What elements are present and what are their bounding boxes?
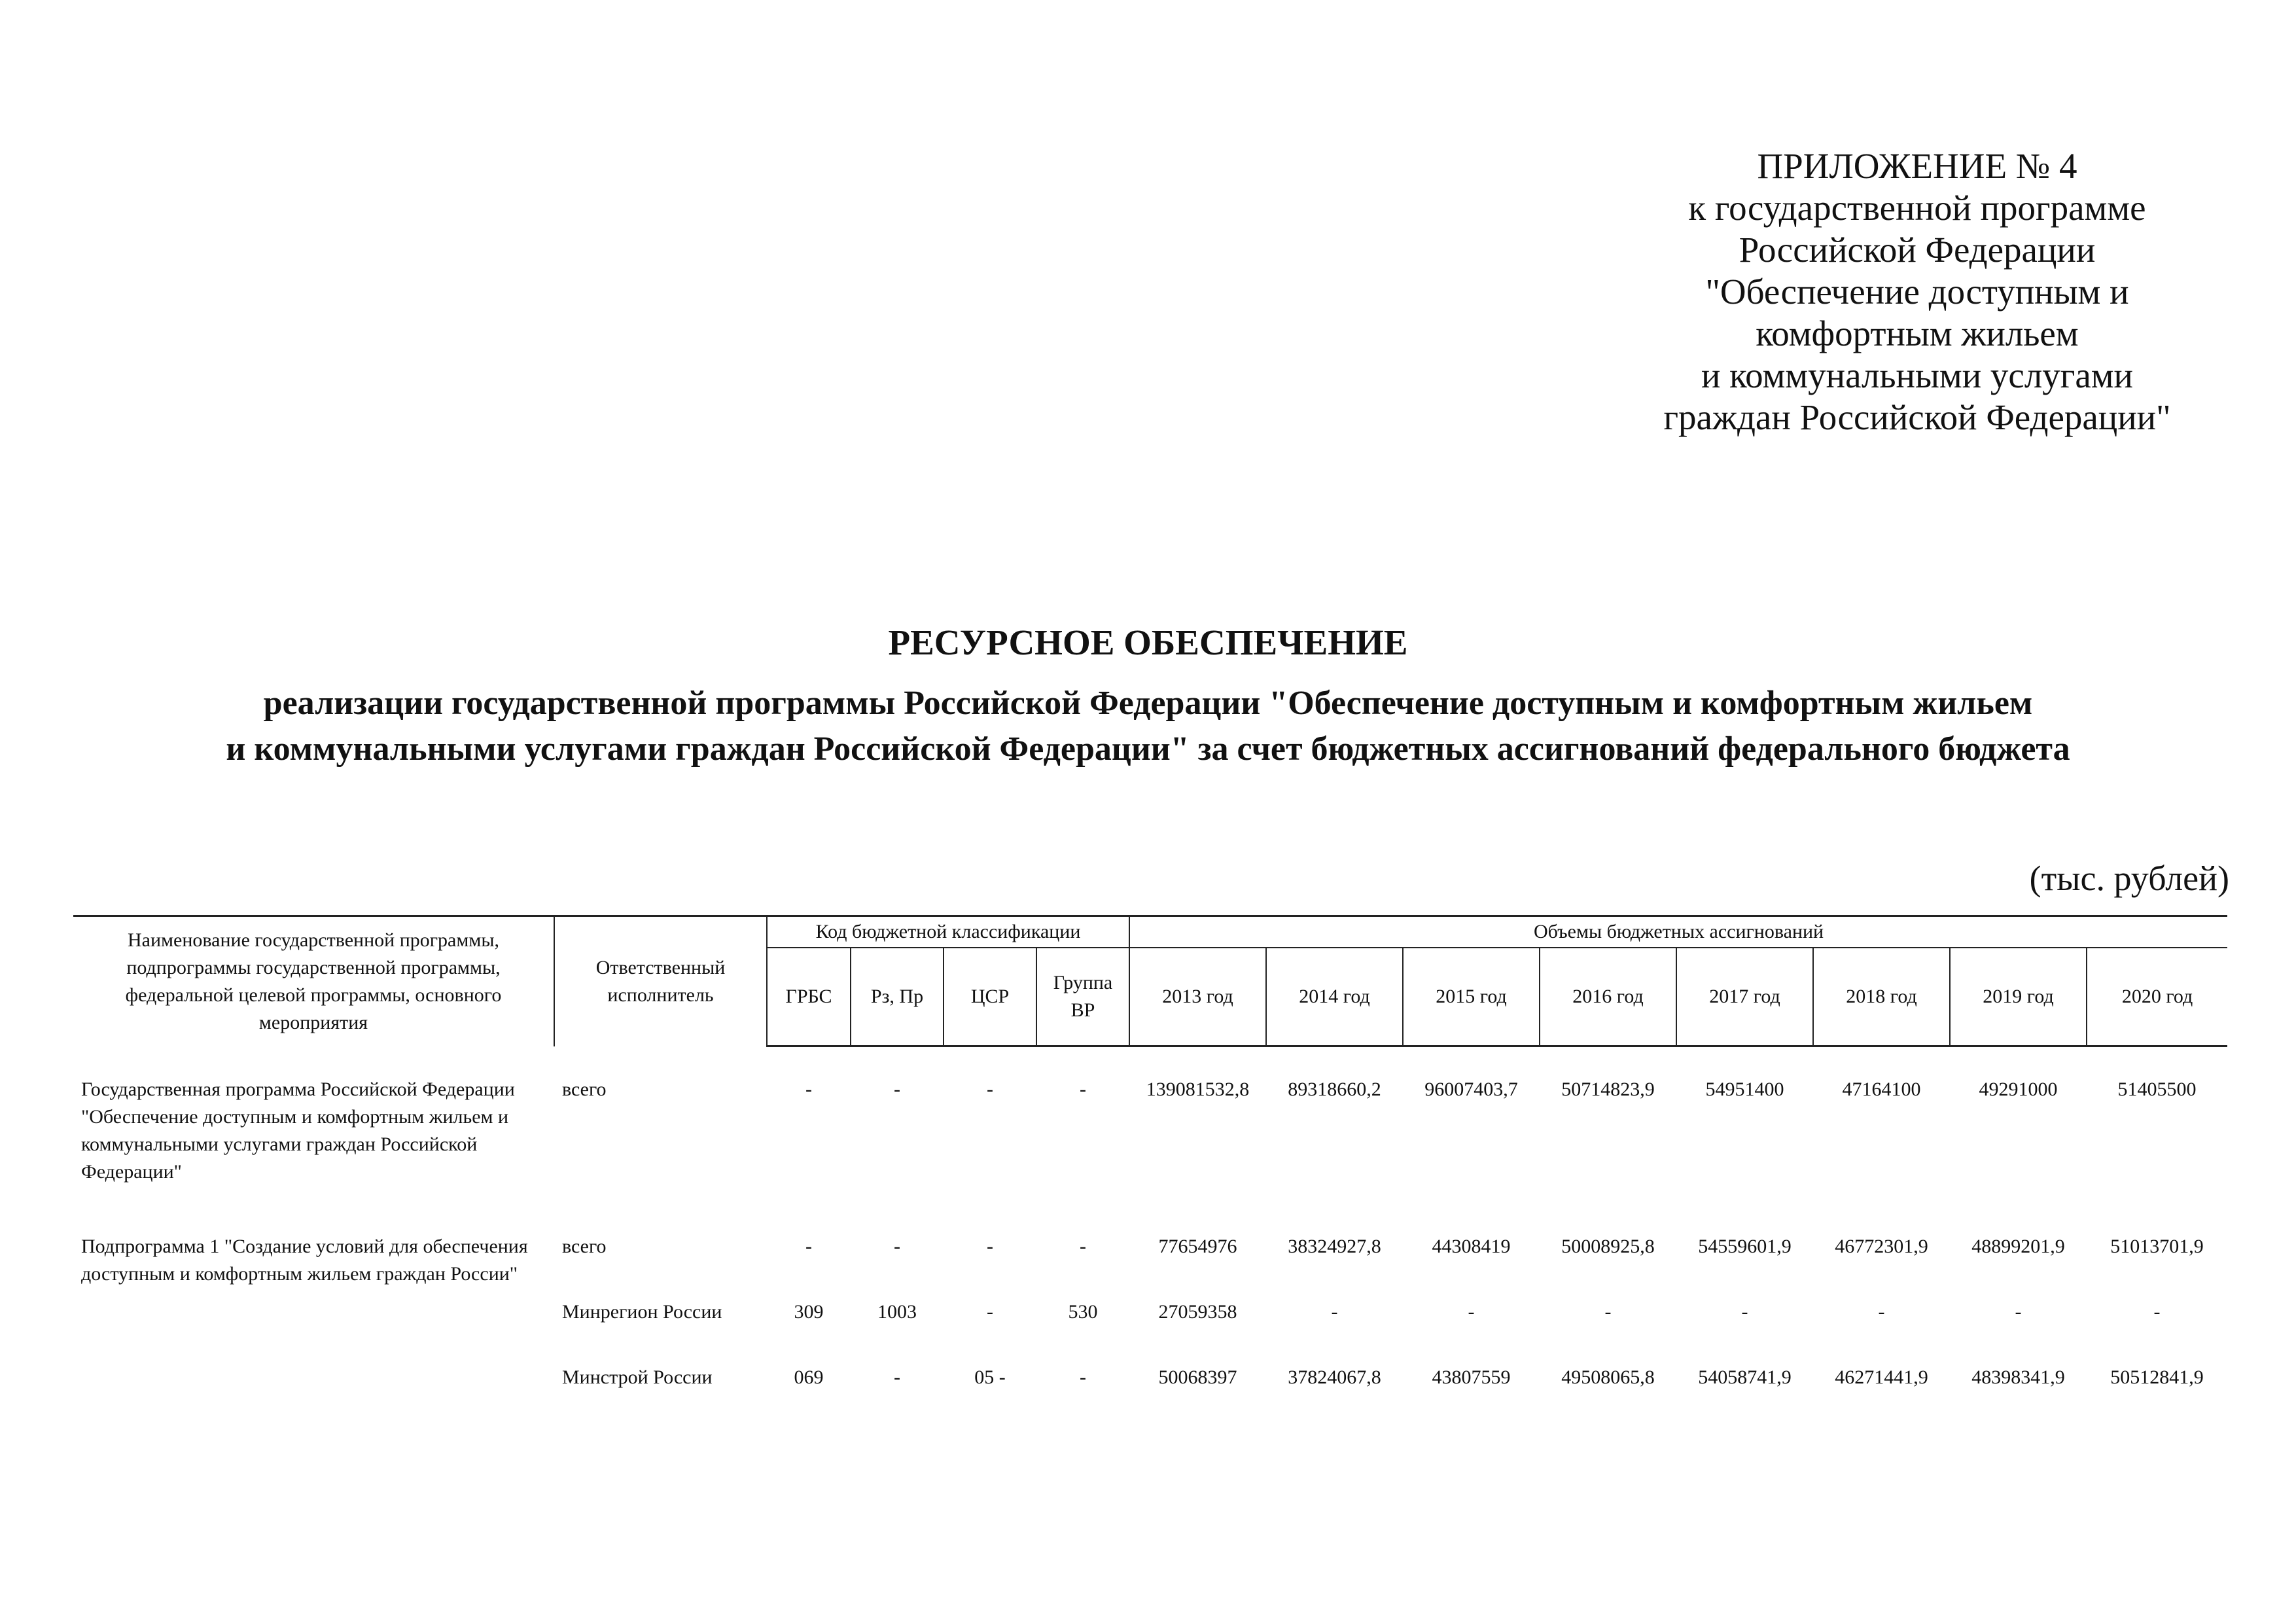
row-value: 44308419 bbox=[1432, 1236, 1511, 1257]
row-value: 48398341,9 bbox=[1971, 1366, 2065, 1388]
annex-block bbox=[1570, 145, 2264, 438]
row-value: - bbox=[1878, 1301, 1885, 1323]
header-year: 2014 год bbox=[1266, 948, 1403, 1046]
row-value: - bbox=[1331, 1301, 1338, 1323]
annex-line: и коммунальными услугами bbox=[1701, 355, 2133, 395]
row-value: 47164100 bbox=[1842, 1079, 1921, 1100]
row-value: 27059358 bbox=[1158, 1301, 1237, 1323]
row-executor: всего bbox=[562, 1079, 607, 1100]
row-value: 50512841,9 bbox=[2110, 1366, 2204, 1388]
row-value: 54058741,9 bbox=[1698, 1366, 1792, 1388]
row-vr: 530 bbox=[1068, 1301, 1098, 1323]
annex-line: к государственной программе bbox=[1688, 188, 2146, 228]
row-executor: всего bbox=[562, 1236, 607, 1257]
subtitle-line-1: реализации государственной программы Российской Федерации "Обеспечение доступным и комфортным жильем bbox=[263, 685, 2033, 722]
row-value: 51405500 bbox=[2117, 1079, 2197, 1100]
header-budget-code: Код бюджетной классификации bbox=[767, 916, 1129, 948]
table-row bbox=[73, 1076, 2227, 1233]
row-name bbox=[73, 1364, 554, 1429]
header-year: 2016 год bbox=[1540, 948, 1676, 1046]
row-value: 96007403,7 bbox=[1424, 1079, 1518, 1100]
row-value: - bbox=[1741, 1301, 1748, 1323]
row-value: 50068397 bbox=[1158, 1366, 1237, 1388]
row-name: Подпрограмма 1 "Создание условий для обеспечения доступным и комфортным жильем граждан России" bbox=[81, 1236, 528, 1285]
row-value: 50714823,9 bbox=[1561, 1079, 1655, 1100]
row-value: 54559601,9 bbox=[1698, 1236, 1792, 1257]
row-value: - bbox=[2153, 1301, 2161, 1323]
row-grbs: 069 bbox=[794, 1366, 824, 1388]
row-value: - bbox=[1468, 1301, 1475, 1323]
header-year: 2018 год bbox=[1813, 948, 1950, 1046]
header-name: Наименование государственной программы, подпрограммы государственной программы, федеральной целевой программы, основного мероприятия bbox=[73, 916, 554, 1046]
row-executor: Минрегион России bbox=[562, 1301, 722, 1323]
header-volumes: Объемы бюджетных ассигнований bbox=[1129, 916, 2227, 948]
resource-table bbox=[73, 915, 2227, 1429]
row-value: 77654976 bbox=[1158, 1236, 1237, 1257]
row-vr: - bbox=[1080, 1236, 1087, 1257]
row-value: 51013701,9 bbox=[2110, 1236, 2204, 1257]
row-value: 49291000 bbox=[1979, 1079, 2058, 1100]
row-value: 49508065,8 bbox=[1561, 1366, 1655, 1388]
table-row bbox=[73, 1364, 2227, 1429]
row-value: 38324927,8 bbox=[1288, 1236, 1381, 1257]
row-name: Государственная программа Российской Федерации "Обеспечение доступным и комфортным жильем и коммунальными услугами граждан Российской Федерации" bbox=[81, 1079, 515, 1183]
spacer-row bbox=[73, 1046, 2227, 1077]
row-vr: - bbox=[1080, 1079, 1087, 1100]
unit-label: (тыс. рублей) bbox=[2029, 859, 2229, 898]
row-value: 43807559 bbox=[1432, 1366, 1511, 1388]
header-csr: ЦСР bbox=[944, 948, 1036, 1046]
annex-line: "Обеспечение доступным и bbox=[1705, 272, 2129, 312]
row-value: 46772301,9 bbox=[1835, 1236, 1928, 1257]
annex-number: ПРИЛОЖЕНИЕ № 4 bbox=[1757, 146, 2077, 186]
row-rzpr: - bbox=[894, 1236, 900, 1257]
row-value: - bbox=[2015, 1301, 2022, 1323]
row-executor: Минстрой России bbox=[562, 1366, 713, 1388]
table-row bbox=[73, 1233, 2227, 1298]
header-year: 2015 год bbox=[1403, 948, 1540, 1046]
row-value: 46271441,9 bbox=[1835, 1366, 1928, 1388]
row-value: 89318660,2 bbox=[1288, 1079, 1381, 1100]
header-year: 2019 год bbox=[1950, 948, 2087, 1046]
row-csr: 05 - bbox=[974, 1366, 1006, 1388]
row-grbs: 309 bbox=[794, 1301, 824, 1323]
header-year: 2013 год bbox=[1129, 948, 1266, 1046]
annex-line: Российской Федерации bbox=[1739, 230, 2096, 270]
header-vr: Группа ВР bbox=[1036, 948, 1129, 1046]
row-grbs: - bbox=[805, 1079, 812, 1100]
row-rzpr: - bbox=[894, 1366, 900, 1388]
row-csr: - bbox=[987, 1079, 993, 1100]
row-value: - bbox=[1604, 1301, 1612, 1323]
annex-line: граждан Российской Федерации" bbox=[1663, 397, 2171, 437]
row-value: 37824067,8 bbox=[1288, 1366, 1381, 1388]
header-year: 2017 год bbox=[1676, 948, 1813, 1046]
row-csr: - bbox=[987, 1301, 993, 1323]
header-year: 2020 год bbox=[2087, 948, 2227, 1046]
row-rzpr: - bbox=[894, 1079, 900, 1100]
row-csr: - bbox=[987, 1236, 993, 1257]
row-grbs: - bbox=[805, 1236, 812, 1257]
annex-line: комфортным жильем bbox=[1756, 313, 2079, 353]
row-value: 50008925,8 bbox=[1561, 1236, 1655, 1257]
row-value: 48899201,9 bbox=[1971, 1236, 2065, 1257]
row-rzpr: 1003 bbox=[877, 1301, 917, 1323]
subtitle-line-2: и коммунальными услугами граждан Российской Федерации" за счет бюджетных ассигнований федерального бюджета bbox=[226, 730, 2070, 768]
row-value: 54951400 bbox=[1705, 1079, 1784, 1100]
row-vr: - bbox=[1080, 1366, 1087, 1388]
row-value: 139081532,8 bbox=[1146, 1079, 1250, 1100]
document-subtitle bbox=[0, 681, 2296, 772]
header-grbs: ГРБС bbox=[767, 948, 851, 1046]
header-rzpr: Рз, Пр bbox=[851, 948, 944, 1046]
header-executor: Ответственный исполнитель bbox=[554, 916, 767, 1046]
document-title: РЕСУРСНОЕ ОБЕСПЕЧЕНИЕ bbox=[888, 622, 1408, 662]
